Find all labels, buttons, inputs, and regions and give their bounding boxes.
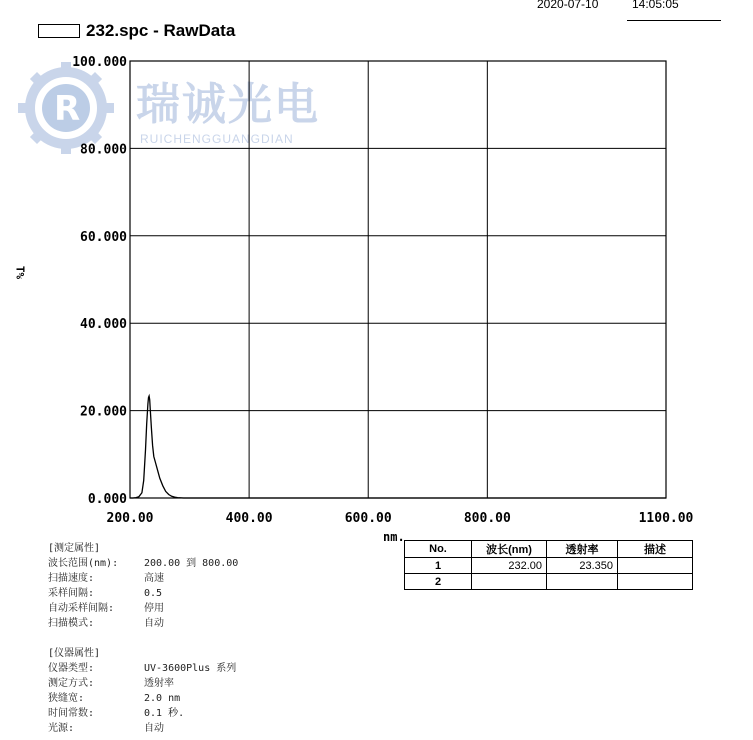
y-tick-label: 20.000 xyxy=(80,404,127,420)
y-axis-label: T% xyxy=(13,265,27,280)
x-tick-label: 200.00 xyxy=(106,511,154,526)
table-cell: 2 xyxy=(405,574,472,590)
param-group-title: [测定属性] xyxy=(48,543,101,554)
table-cell xyxy=(618,574,693,590)
table-cell xyxy=(547,574,618,590)
table-header-cell: No. xyxy=(405,541,472,558)
param-value: 自动 xyxy=(144,723,164,734)
param-value: 2.0 nm xyxy=(144,693,181,704)
param-key: 自动采样间隔: xyxy=(48,603,115,614)
x-tick-label: 1100.00 xyxy=(638,511,694,526)
param-value: 透射率 xyxy=(144,678,174,689)
param-value: 0.1 秒. xyxy=(144,708,185,719)
param-value: 200.00 到 800.00 xyxy=(144,558,239,569)
param-row xyxy=(48,556,238,571)
x-axis-label: nm. xyxy=(383,530,405,544)
param-row xyxy=(48,691,238,706)
x-tick-label: 400.00 xyxy=(225,511,273,526)
watermark-text: 瑞诚光电 xyxy=(136,79,320,130)
param-group-title: [仪器属性] xyxy=(48,648,101,659)
param-value: 高速 xyxy=(144,573,164,584)
series-line xyxy=(130,396,666,498)
y-tick-label: 60.000 xyxy=(80,229,127,245)
table-header-cell: 波长(nm) xyxy=(472,541,547,558)
y-tick-label: 80.000 xyxy=(80,142,127,158)
table-cell: 1 xyxy=(405,558,472,574)
param-row xyxy=(48,676,238,691)
param-key: 仪器类型: xyxy=(48,663,95,674)
table-cell xyxy=(618,558,693,574)
plot-frame xyxy=(130,61,666,498)
peak-table xyxy=(404,540,693,590)
table-cell: 232.00 xyxy=(472,558,547,574)
param-row xyxy=(48,571,238,586)
param-key: 扫描模式: xyxy=(48,618,95,629)
x-tick-label: 600.00 xyxy=(344,511,392,526)
report-time: 14:05:05 xyxy=(632,0,679,11)
param-row xyxy=(48,706,238,721)
table-header-cell: 透射率 xyxy=(547,541,618,558)
param-key: 采样间隔: xyxy=(48,588,95,599)
y-tick-label: 40.000 xyxy=(80,317,127,333)
watermark-subtext: RUICHENGGUANGDIAN xyxy=(140,132,294,146)
param-key: 波长范围(nm): xyxy=(48,558,119,569)
param-key: 时间常数: xyxy=(48,708,95,719)
y-tick-label: 100.000 xyxy=(72,55,127,70)
param-key: 测定方式: xyxy=(48,678,95,689)
param-row xyxy=(48,601,238,616)
param-row xyxy=(48,616,238,631)
measurement-parameters xyxy=(48,541,238,736)
table-header-cell: 描述 xyxy=(618,541,693,558)
legend-label: 232.spc - RawData xyxy=(86,21,236,40)
param-row xyxy=(48,586,238,601)
param-value: 停用 xyxy=(144,603,164,614)
param-key: 扫描速度: xyxy=(48,573,95,584)
svg-text:R: R xyxy=(54,89,81,129)
param-key: 狭缝宽: xyxy=(48,693,85,704)
param-key: 光源: xyxy=(48,723,75,734)
y-tick-label: 0.000 xyxy=(87,492,127,507)
table-row xyxy=(405,558,693,574)
table-cell xyxy=(472,574,547,590)
param-value: 自动 xyxy=(144,618,164,629)
param-row xyxy=(48,721,238,736)
param-value: 0.5 xyxy=(144,588,163,599)
table-cell: 23.350 xyxy=(547,558,618,574)
report-date: 2020-07-10 xyxy=(537,0,599,11)
param-value: UV-3600Plus 系列 xyxy=(144,663,237,674)
param-row xyxy=(48,661,238,676)
x-tick-label: 800.00 xyxy=(463,511,511,526)
table-row xyxy=(405,574,693,590)
